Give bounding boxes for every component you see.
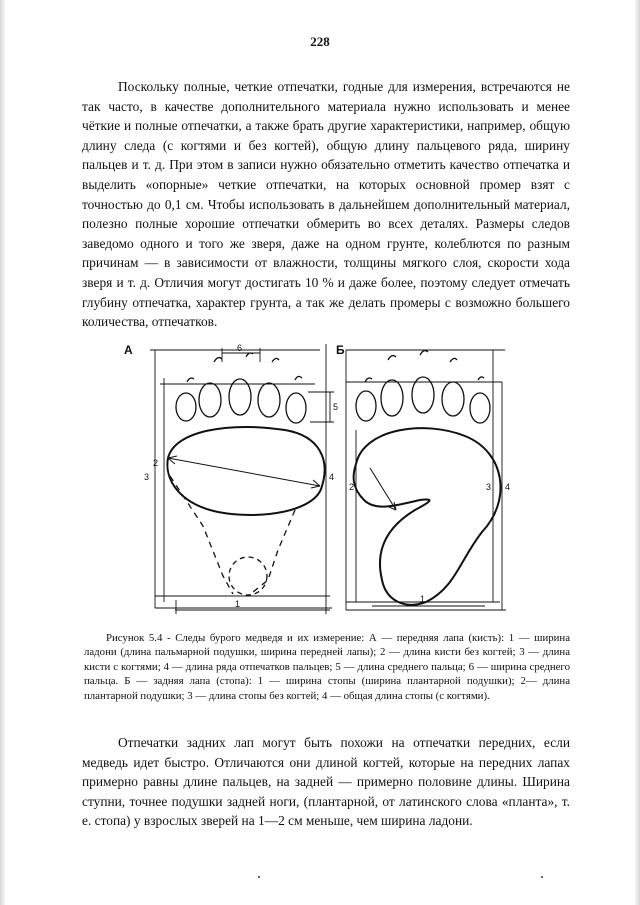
scan-edge-left — [0, 0, 6, 905]
dim-label-a-3: 3 — [144, 472, 150, 482]
dim-label-a-5: 5 — [333, 402, 339, 412]
paragraph-2: Отпечатки задних лап могут быть похожи на отпечатки передних, если медведь идет быстро. Отличаются они длиной когтей, которые на передних лапах примерно равны длине пальцев, на задней — примерно половине длины. Ширина ступни, точнее подушки задней ноги, (плантарной, от латинского слова «планта», т. е. стопа) у взрослых зверей на 1—2 см меньше, чем ширина ладони. — [82, 735, 570, 829]
scan-speck — [541, 876, 543, 878]
dim-label-b-2: 2 — [349, 482, 355, 492]
dim-label-a-6: 6 — [237, 343, 243, 353]
figure-label-b: Б — [336, 343, 345, 357]
dim-label-a-2: 2 — [153, 458, 159, 468]
dim-label-b-3: 3 — [486, 482, 492, 492]
dim-label-b-1: 1 — [420, 594, 426, 604]
figure-label-a: А — [124, 343, 133, 357]
dim-label-a-4: 4 — [329, 472, 335, 482]
front-paw-drawing — [150, 344, 334, 614]
dim-label-a-1: 1 — [235, 599, 241, 609]
hind-paw-drawing — [346, 350, 506, 610]
scan-edge-right — [634, 0, 640, 905]
bear-footprints-figure — [120, 340, 530, 620]
paragraph-1: Поскольку полные, четкие отпечатки, годные для измерения, встречаются не так часто, в качестве дополнительного материала нужно использовать и менее чёткие и полные отпечатки, а также брать другие характеристики, например, общую длину следа (с когтями и без когтей), общую длину пальцевого ряда, ширину пальцев и т. д. При этом в записи нужно обязательно отметить качество отпечатка и выделить «опорные» четкие отпечатки, на которых основной промер взят с точностью до 0,1 см. Чтобы использовать в дальнейшем дополнительный материал, полезно полные хорошие отпечатки обмерить во всех деталях. Размеры следов заведомо одного и того же зверя, даже на одном грунте, колеблются по разным причинам — в зависимости от влажности, толщины мягкого слоя, скорости хода зверя и т. д. Отличия могут достигать 10 % и даже более, поэтому следует отмечать глубину отпечатка, характер грунта, а так же делать промеры с возможно большего количества, отпечатков. — [82, 79, 570, 330]
figure-caption: Рисунок 5.4 - Следы бурого медведя и их измерение: А — передняя лапа (кисть): 1 — ширина ладони (длина пальмарной подушки, ширина передней лапы); 2 — длина кисти без когтей; 3 — длина кисти с когтями; 4 — длина ряда отпечатков пальцев; 5 — длина среднего пальца; 6 — ширина среднего пальца. Б — задняя лапа (стопа): 1 — ширина стопы (ширина плантарной подушки); 2— длина плантарной подушки; 3 — длина стопы без когтей; 4 — общая длина стопы (с когтями). — [84, 632, 570, 702]
scan-speck — [258, 876, 260, 878]
page-number: 228 — [310, 34, 330, 49]
dim-label-b-4: 4 — [505, 482, 511, 492]
